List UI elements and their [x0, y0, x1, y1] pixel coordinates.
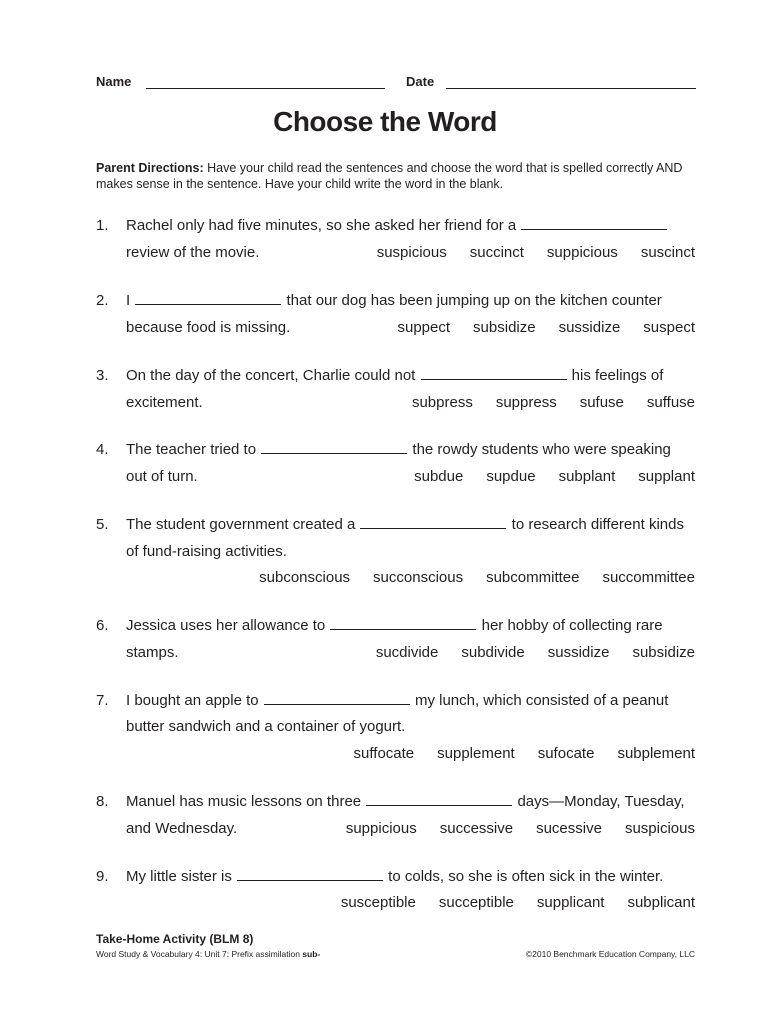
word-choice: subpress — [411, 394, 473, 411]
answer-blank[interactable] — [521, 217, 667, 230]
word-choice: subconscious — [259, 569, 351, 586]
question-number: 1. — [96, 217, 109, 234]
word-choice: suspect — [643, 319, 695, 336]
question-line-1 — [126, 868, 663, 886]
question-line-2: because food is missing. — [126, 319, 291, 336]
date-label: Date — [406, 74, 435, 89]
footer-course-text: Word Study & Vocabulary 4: Unit 7: Prefix assimilation — [96, 949, 303, 959]
question-number: 5. — [96, 516, 109, 533]
footer-course-prefix: sub- — [302, 949, 321, 959]
question-number: 8. — [96, 793, 109, 810]
word-choice: suffocate — [353, 745, 415, 762]
answer-blank[interactable] — [237, 868, 383, 881]
question-text: I bought an apple to — [126, 692, 263, 709]
word-choices — [376, 644, 695, 662]
question-line-1 — [126, 217, 668, 235]
footer-activity-title: Take-Home Activity (BLM 8) — [96, 932, 254, 946]
directions-label: Parent Directions: — [96, 161, 204, 175]
directions-text: Have your child read the sentences and choose the word that is spelled correctly AND makes sense in the sentence. Have your child write the word in the blank. — [96, 161, 683, 191]
word-choice: succommittee — [602, 569, 695, 586]
question-line-1 — [126, 516, 684, 534]
word-choice: suppicious — [546, 244, 618, 261]
word-choice: subsidize — [632, 644, 695, 661]
name-field-line[interactable] — [146, 88, 385, 89]
question-number: 6. — [96, 617, 109, 634]
word-choice: subplicant — [627, 894, 695, 911]
word-choice: subplement — [617, 745, 695, 762]
question-text: I — [126, 292, 135, 309]
word-choice: succonscious — [373, 569, 464, 586]
answer-blank[interactable] — [264, 692, 410, 705]
question-line-2: and Wednesday. — [126, 820, 238, 837]
word-choice: supplement — [437, 745, 515, 762]
name-label: Name — [96, 74, 132, 89]
word-choice: supplant — [638, 468, 695, 485]
word-choice: sussidize — [558, 319, 621, 336]
footer-copyright: ©2010 Benchmark Education Company, LLC — [525, 949, 695, 959]
date-field-line[interactable] — [446, 88, 696, 89]
question-line-2: excitement. — [126, 394, 203, 411]
answer-blank[interactable] — [366, 793, 512, 806]
question-text: My little sister is — [126, 868, 237, 885]
answer-blank[interactable] — [330, 617, 476, 630]
word-choice: successive — [439, 820, 514, 837]
word-choice: subsidize — [473, 319, 536, 336]
word-choices — [341, 894, 695, 912]
question-text: my lunch, which consisted of a peanut — [410, 692, 669, 709]
question-text: The student government created a — [126, 516, 360, 533]
word-choices — [377, 244, 695, 262]
parent-directions — [96, 160, 696, 192]
word-choices — [414, 468, 695, 486]
answer-blank[interactable] — [421, 367, 567, 380]
word-choice: sucessive — [536, 820, 602, 837]
word-choices — [398, 319, 696, 337]
word-choice: suppicious — [345, 820, 417, 837]
word-choice: sucdivide — [375, 644, 439, 661]
word-choice: subdue — [414, 468, 464, 485]
question-number: 4. — [96, 441, 109, 458]
page-title: Choose the Word — [273, 106, 497, 137]
answer-blank[interactable] — [135, 292, 281, 305]
question-line-1 — [126, 617, 663, 635]
answer-blank[interactable] — [261, 441, 407, 454]
word-choice: susceptible — [340, 894, 416, 911]
question-line-2: review of the movie. — [126, 244, 260, 261]
question-text: The teacher tried to — [126, 441, 261, 458]
question-text: to colds, so she is often sick in the winter. — [384, 868, 664, 885]
word-choice: subplant — [558, 468, 616, 485]
word-choices — [346, 820, 695, 838]
question-number: 7. — [96, 692, 109, 709]
question-line-1 — [126, 367, 663, 385]
question-text: days—Monday, Tuesday, — [513, 793, 685, 810]
word-choice: sufuse — [579, 394, 624, 411]
word-choice: suppect — [397, 319, 451, 336]
question-line-1 — [126, 441, 671, 459]
question-line-1 — [126, 292, 662, 310]
question-text: to research different kinds — [507, 516, 684, 533]
word-choice: suspicious — [376, 244, 447, 261]
word-choice: suffuse — [646, 394, 695, 411]
question-number: 9. — [96, 868, 109, 885]
word-choice: sussidize — [547, 644, 610, 661]
word-choices — [259, 569, 695, 587]
word-choice: suscinct — [640, 244, 695, 261]
question-text: Jessica uses her allowance to — [126, 617, 330, 634]
question-number: 3. — [96, 367, 109, 384]
word-choice: sufocate — [537, 745, 595, 762]
word-choice: subcommittee — [486, 569, 580, 586]
footer-course-info — [96, 949, 320, 959]
question-text: that our dog has been jumping up on the kitchen counter — [282, 292, 662, 309]
question-text: On the day of the concert, Charlie could not — [126, 367, 420, 384]
answer-blank[interactable] — [360, 516, 506, 529]
word-choice: succinct — [469, 244, 524, 261]
question-line-2: out of turn. — [126, 468, 198, 485]
question-text: Manuel has music lessons on three — [126, 793, 366, 810]
question-number: 2. — [96, 292, 109, 309]
word-choice: supdue — [486, 468, 536, 485]
question-text: his feelings of — [567, 367, 664, 384]
question-text: her hobby of collecting rare — [477, 617, 663, 634]
question-line-2: of fund-raising activities. — [126, 543, 287, 560]
question-line-2: butter sandwich and a container of yogurt. — [126, 718, 406, 735]
word-choice: suspicious — [624, 820, 695, 837]
word-choice: subdivide — [461, 644, 525, 661]
question-line-1 — [126, 793, 685, 811]
word-choices — [354, 745, 695, 763]
name-date-header — [96, 74, 696, 90]
word-choice: suppress — [495, 394, 557, 411]
word-choice: supplicant — [536, 894, 605, 911]
word-choice: succeptible — [438, 894, 514, 911]
word-choices — [412, 394, 695, 412]
question-line-2: stamps. — [126, 644, 179, 661]
question-line-1 — [126, 692, 668, 710]
question-text: the rowdy students who were speaking — [408, 441, 671, 458]
question-text: Rachel only had five minutes, so she asked her friend for a — [126, 217, 521, 234]
